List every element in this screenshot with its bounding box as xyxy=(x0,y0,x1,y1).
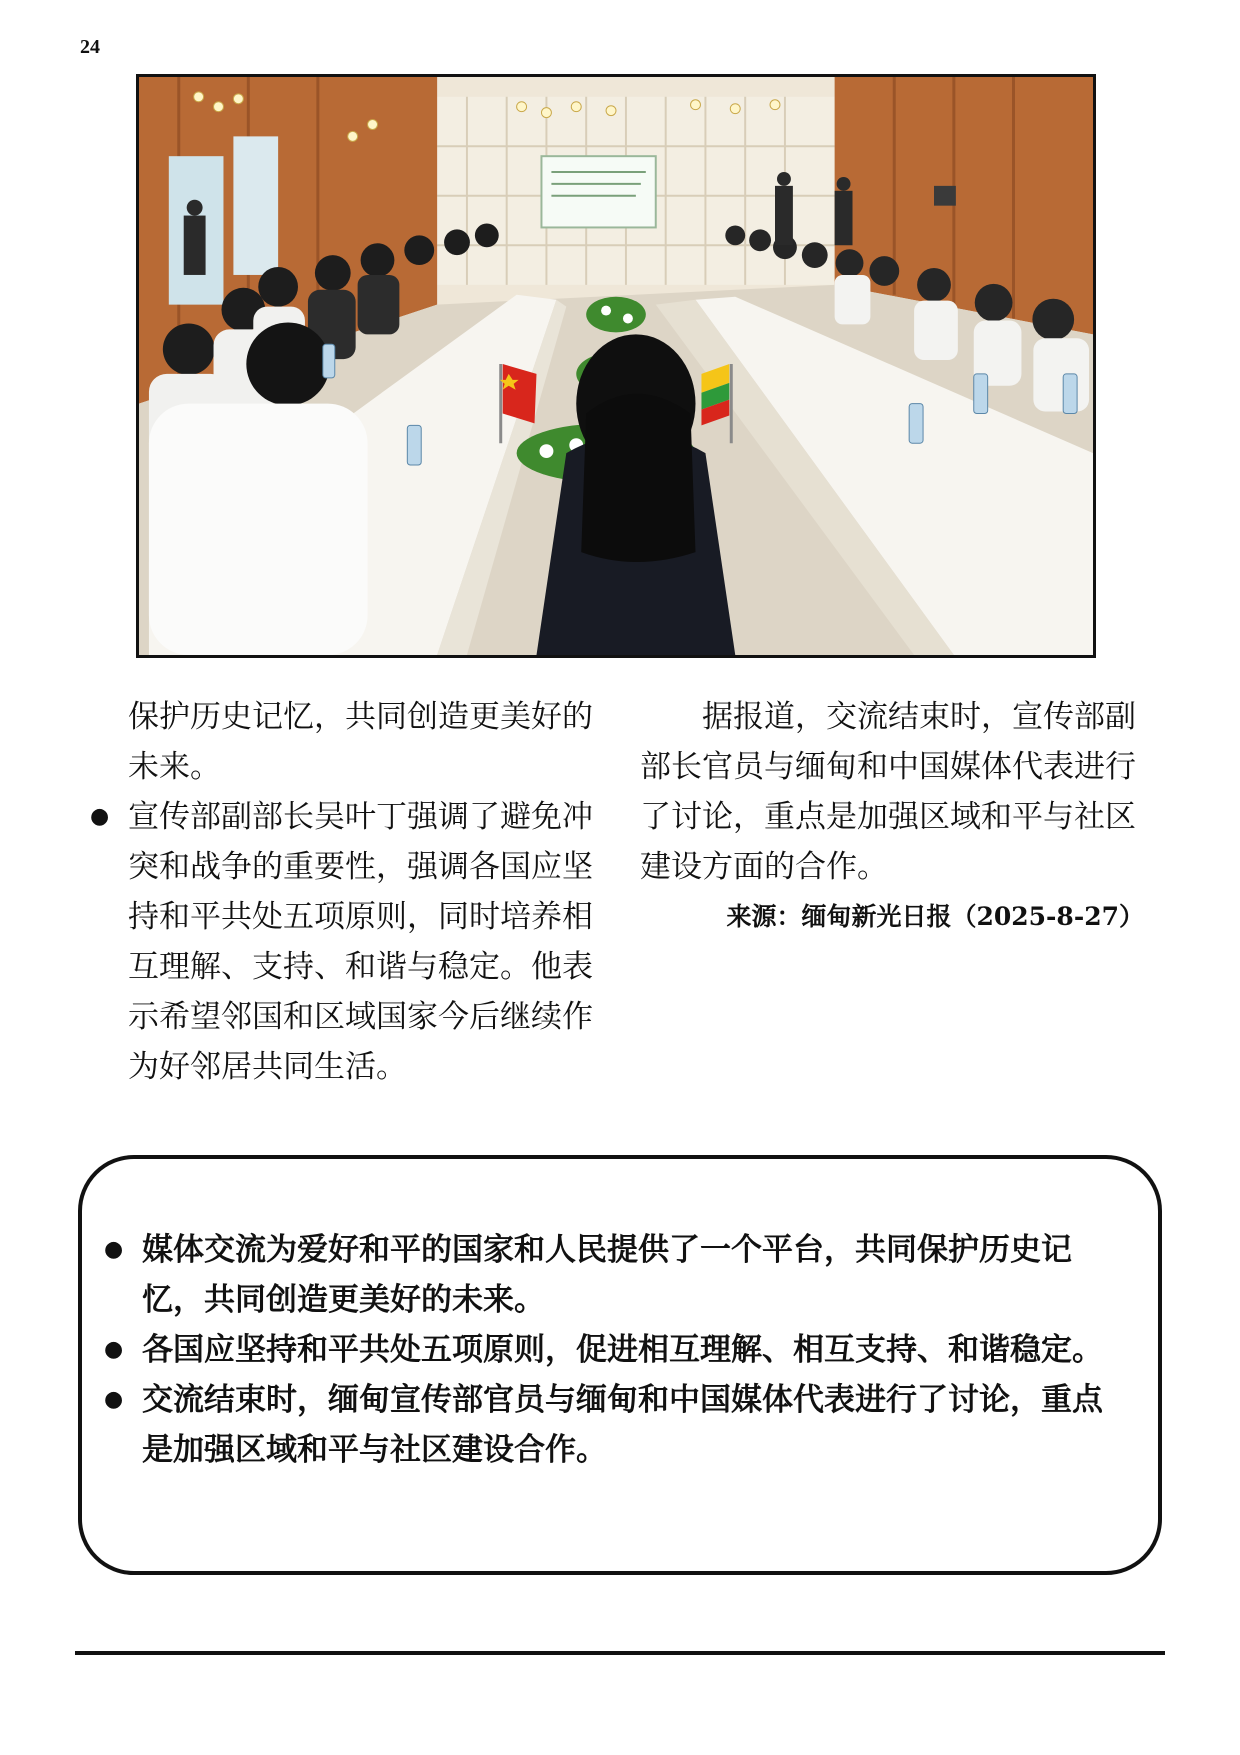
right-column xyxy=(640,692,1150,942)
left-column xyxy=(90,692,603,1092)
footer-divider xyxy=(75,1651,1165,1655)
article-bullet-item xyxy=(90,792,603,1092)
page-number: 24 xyxy=(80,36,100,58)
summary-list xyxy=(104,1225,1128,1475)
summary-item xyxy=(104,1375,1128,1475)
summary-item-text: 各国应坚持和平共处五项原则，促进相互理解、相互支持、和谐稳定。 xyxy=(142,1332,1103,1368)
meeting-photo xyxy=(136,74,1096,658)
source-citation: 来源：缅甸新光日报（2025-8-27） xyxy=(726,902,1144,931)
summary-item xyxy=(104,1225,1128,1325)
summary-item xyxy=(104,1325,1128,1375)
article-paragraph-continuation: 保护历史记忆，共同创造更美好的未来。 xyxy=(128,699,593,785)
article-paragraph: 据报道，交流结束时，宣传部副部长官员与缅甸和中国媒体代表进行了讨论，重点是加强区域和平与社区建设方面的合作。 xyxy=(640,699,1136,885)
summary-item-text: 媒体交流为爱好和平的国家和人民提供了一个平台，共同保护历史记忆，共同创造更美好的未来。 xyxy=(142,1232,1072,1318)
article-bullet-text: 宣传部副部长吴叶丁强调了避免冲突和战争的重要性，强调各国应坚持和平共处五项原则，同时培养相互理解、支持、和谐与稳定。他表示希望邻国和区域国家今后继续作为好邻居共同生活。 xyxy=(128,799,593,1085)
bullet-icon: ● xyxy=(104,1387,124,1412)
summary-item-text: 交流结束时，缅甸宣传部官员与缅甸和中国媒体代表进行了讨论，重点是加强区域和平与社区建设合作。 xyxy=(142,1382,1103,1468)
meeting-photo-illustration xyxy=(139,77,1093,655)
bullet-icon: ● xyxy=(104,1237,124,1262)
summary-box xyxy=(78,1155,1162,1575)
bullet-icon: ● xyxy=(104,1337,124,1362)
bullet-icon: ● xyxy=(90,804,110,829)
